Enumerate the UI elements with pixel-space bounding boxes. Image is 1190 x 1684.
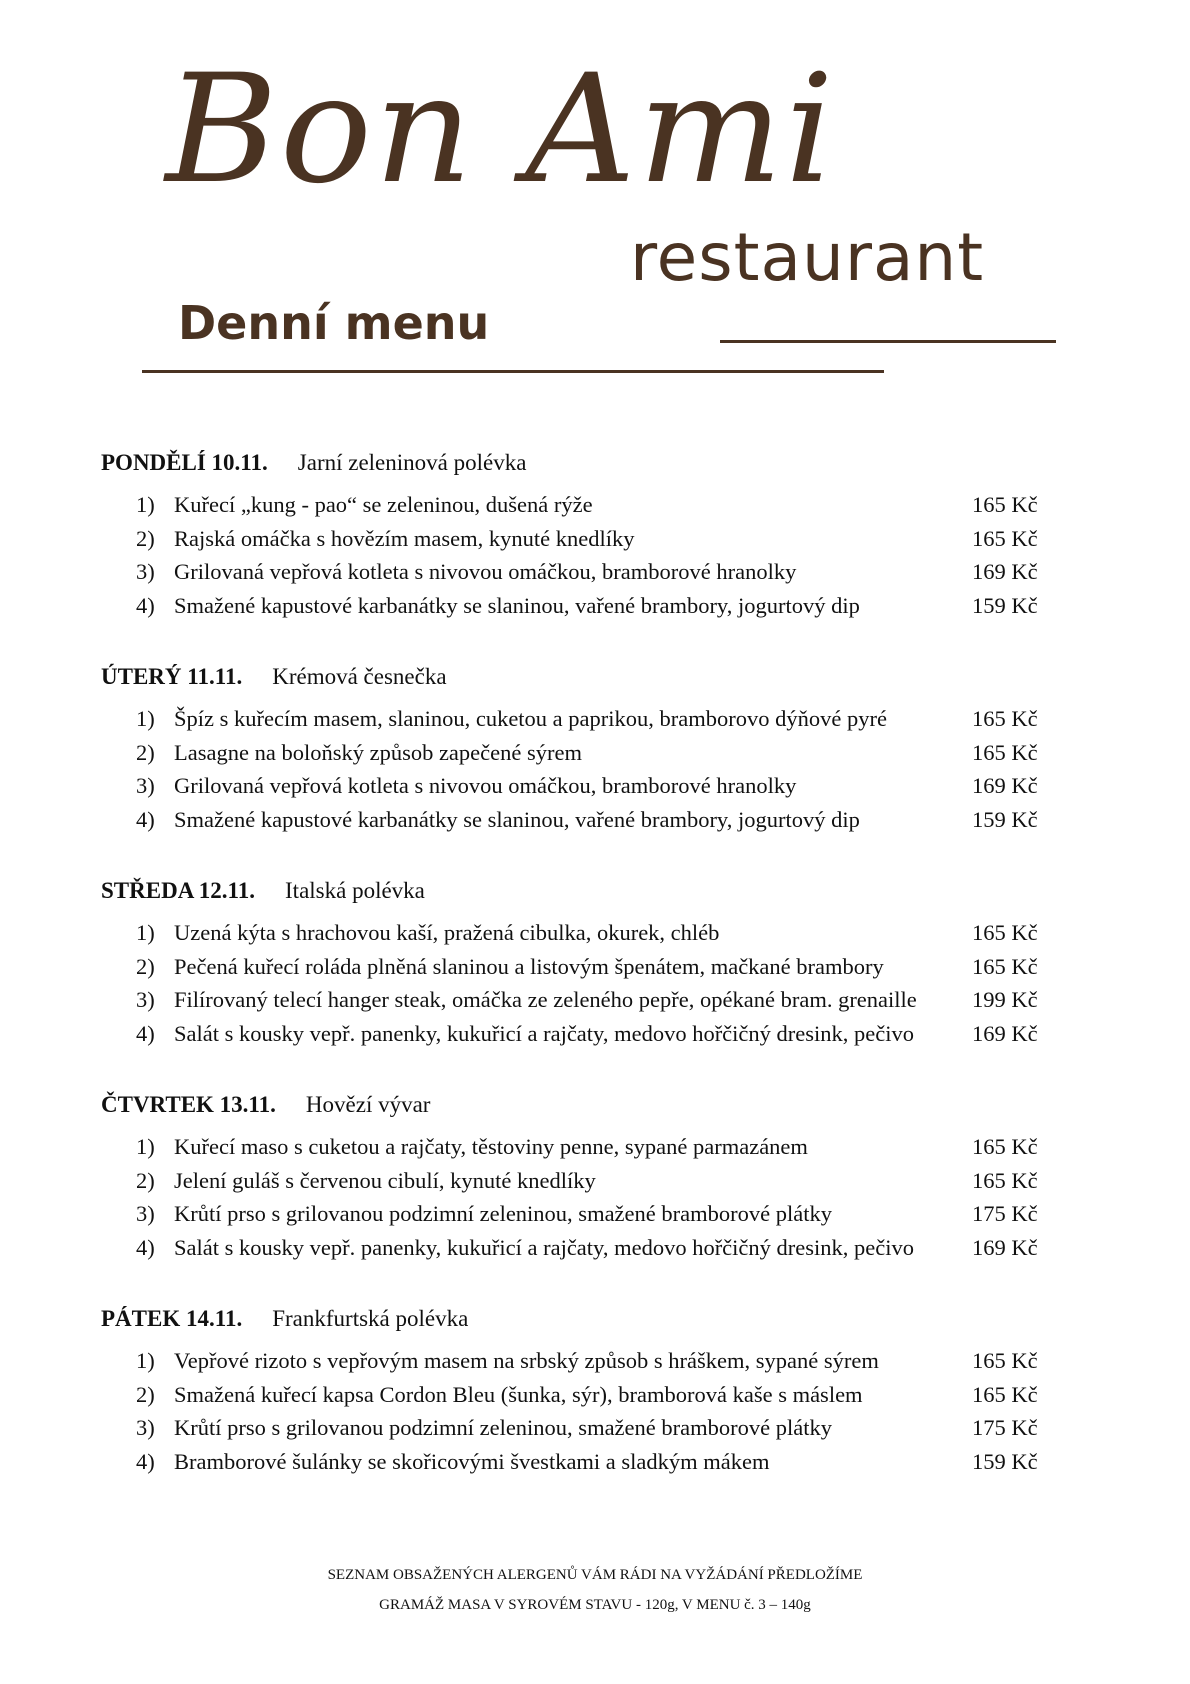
dish-price: 169 Kč [972, 773, 1038, 798]
dish-list [101, 1344, 1061, 1478]
dish-list [101, 916, 1061, 1050]
item-number: 3) [136, 1201, 155, 1226]
dish-price: 165 Kč [972, 953, 1038, 979]
dish-name: Uzená kýta s hrachovou kaší, pražená cibulka, okurek, chléb [174, 920, 720, 945]
dish-price: 175 Kč [972, 1201, 1038, 1226]
dish-name: Grilovaná vepřová kotleta s nivovou omáčkou, bramborové hranolky [174, 559, 797, 584]
dish-price: 175 Kč [972, 1415, 1038, 1440]
day-name: PONDĚLÍ 10.11. [101, 450, 268, 475]
menu-item [101, 522, 1061, 556]
menu-item [101, 1344, 1061, 1378]
dish-name: Salát s kousky vepř. panenky, kukuřicí a rajčaty, medovo hořčičný dresink, pečivo [174, 1020, 914, 1046]
dish-name: Bramborové šulánky se skořicovými švestkami a sladkým mákem [174, 1448, 770, 1474]
dish-price: 165 Kč [972, 492, 1038, 517]
dish-name: Grilovaná vepřová kotleta s nivovou omáčkou, bramborové hranolky [174, 773, 797, 798]
menu-item [101, 1378, 1061, 1412]
dish-price: 199 Kč [972, 987, 1038, 1012]
allergen-note: SEZNAM OBSAŽENÝCH ALERGENŮ VÁM RÁDI NA VYŽÁDÁNÍ PŘEDLOŽÍME [327, 1567, 863, 1583]
day-header [101, 874, 1061, 908]
dish-price: 165 Kč [972, 525, 1038, 551]
menu-item [101, 916, 1061, 950]
item-number: 4) [136, 1448, 155, 1474]
menu-item [101, 1017, 1061, 1051]
item-number: 2) [136, 739, 155, 765]
menu-item [101, 1231, 1061, 1265]
menu-item [101, 1164, 1061, 1198]
dish-price: 169 Kč [972, 1234, 1038, 1260]
page-title: Denní menu [178, 296, 490, 350]
menu-item [101, 555, 1061, 589]
day-name: PÁTEK 14.11. [101, 1306, 243, 1331]
header-divider-long [142, 370, 884, 373]
day-name: ÚTERÝ 11.11. [101, 664, 243, 689]
dish-list [101, 1130, 1061, 1264]
item-number: 3) [136, 559, 155, 584]
menu-item [101, 769, 1061, 803]
menu-item [101, 803, 1061, 837]
dish-price: 165 Kč [972, 1134, 1038, 1159]
dish-list [101, 702, 1061, 836]
day-header [101, 1302, 1061, 1336]
dish-price: 159 Kč [972, 592, 1038, 618]
dish-name: Smažené kapustové karbanátky se slaninou, vařené brambory, jogurtový dip [174, 592, 860, 618]
dish-price: 159 Kč [972, 1448, 1038, 1474]
restaurant-logo-script: Bon Ami [165, 43, 836, 217]
item-number: 3) [136, 1415, 155, 1440]
item-number: 2) [136, 1381, 155, 1407]
menu-item [101, 1411, 1061, 1445]
item-number: 1) [136, 492, 155, 517]
day-section [101, 660, 1061, 836]
menu-item [101, 589, 1061, 623]
day-header [101, 660, 1061, 694]
dish-price: 165 Kč [972, 739, 1038, 765]
item-number: 1) [136, 920, 155, 945]
dish-price: 169 Kč [972, 1020, 1038, 1046]
item-number: 3) [136, 987, 155, 1012]
dish-price: 165 Kč [972, 920, 1038, 945]
dish-name: Smažená kuřecí kapsa Cordon Bleu (šunka, sýr), bramborová kaše s máslem [174, 1381, 863, 1407]
menu-item [101, 736, 1061, 770]
item-number: 2) [136, 953, 155, 979]
dish-name: Krůtí prso s grilovanou podzimní zeleninou, smažené bramborové plátky [174, 1415, 832, 1440]
soup-of-the-day: Krémová česnečka [272, 664, 447, 689]
dish-price: 165 Kč [972, 706, 1038, 731]
item-number: 4) [136, 1234, 155, 1260]
dish-name: Vepřové rizoto s vepřovým masem na srbský způsob s hráškem, sypané sýrem [174, 1348, 879, 1373]
item-number: 4) [136, 806, 155, 832]
menu-item [101, 950, 1061, 984]
day-section [101, 446, 1061, 622]
item-number: 4) [136, 592, 155, 618]
item-number: 2) [136, 525, 155, 551]
dish-list [101, 488, 1061, 622]
dish-name: Salát s kousky vepř. panenky, kukuřicí a rajčaty, medovo hořčičný dresink, pečivo [174, 1234, 914, 1260]
header-divider-short [720, 340, 1056, 343]
item-number: 2) [136, 1167, 155, 1193]
soup-of-the-day: Frankfurtská polévka [272, 1306, 469, 1331]
dish-name: Smažené kapustové karbanátky se slaninou, vařené brambory, jogurtový dip [174, 806, 860, 832]
item-number: 3) [136, 773, 155, 798]
dish-name: Špíz s kuřecím masem, slaninou, cuketou a paprikou, bramborovo dýňové pyré [174, 706, 887, 731]
weekly-menu [101, 446, 1061, 1516]
dish-name: Lasagne na boloňský způsob zapečené sýrem [174, 739, 582, 765]
dish-price: 169 Kč [972, 559, 1038, 584]
dish-price: 159 Kč [972, 806, 1038, 832]
day-section [101, 1302, 1061, 1478]
menu-item [101, 1130, 1061, 1164]
soup-of-the-day: Hovězí vývar [305, 1092, 431, 1117]
menu-item [101, 1445, 1061, 1479]
menu-item [101, 983, 1061, 1017]
menu-item [101, 1197, 1061, 1231]
dish-name: Krůtí prso s grilovanou podzimní zeleninou, smažené bramborové plátky [174, 1201, 832, 1226]
meat-weight-note: GRAMÁŽ MASA V SYROVÉM STAVU - 120g, V MENU č. 3 – 140g [379, 1597, 811, 1613]
soup-of-the-day: Jarní zeleninová polévka [297, 450, 527, 475]
day-name: ČTVRTEK 13.11. [101, 1092, 276, 1117]
item-number: 1) [136, 1134, 155, 1159]
dish-name: Pečená kuřecí roláda plněná slaninou a listovým špenátem, mačkané brambory [174, 953, 884, 979]
dish-name: Kuřecí maso s cuketou a rajčaty, těstoviny penne, sypané parmazánem [174, 1134, 808, 1159]
restaurant-logo-subtitle: restaurant [630, 219, 985, 296]
dish-price: 165 Kč [972, 1381, 1038, 1407]
day-header [101, 446, 1061, 480]
menu-item [101, 488, 1061, 522]
dish-name: Kuřecí „kung - pao“ se zeleninou, dušená rýže [174, 492, 593, 517]
day-section [101, 1088, 1061, 1264]
item-number: 1) [136, 706, 155, 731]
dish-name: Jelení guláš s červenou cibulí, kynuté knedlíky [174, 1167, 596, 1193]
dish-name: Rajská omáčka s hovězím masem, kynuté knedlíky [174, 525, 635, 551]
soup-of-the-day: Italská polévka [285, 878, 425, 903]
item-number: 1) [136, 1348, 155, 1373]
menu-item [101, 702, 1061, 736]
day-section [101, 874, 1061, 1050]
day-name: STŘEDA 12.11. [101, 878, 256, 903]
day-header [101, 1088, 1061, 1122]
dish-name: Filírovaný telecí hanger steak, omáčka ze zeleného pepře, opékané bram. grenaille [174, 987, 917, 1012]
item-number: 4) [136, 1020, 155, 1046]
dish-price: 165 Kč [972, 1348, 1038, 1373]
dish-price: 165 Kč [972, 1167, 1038, 1193]
